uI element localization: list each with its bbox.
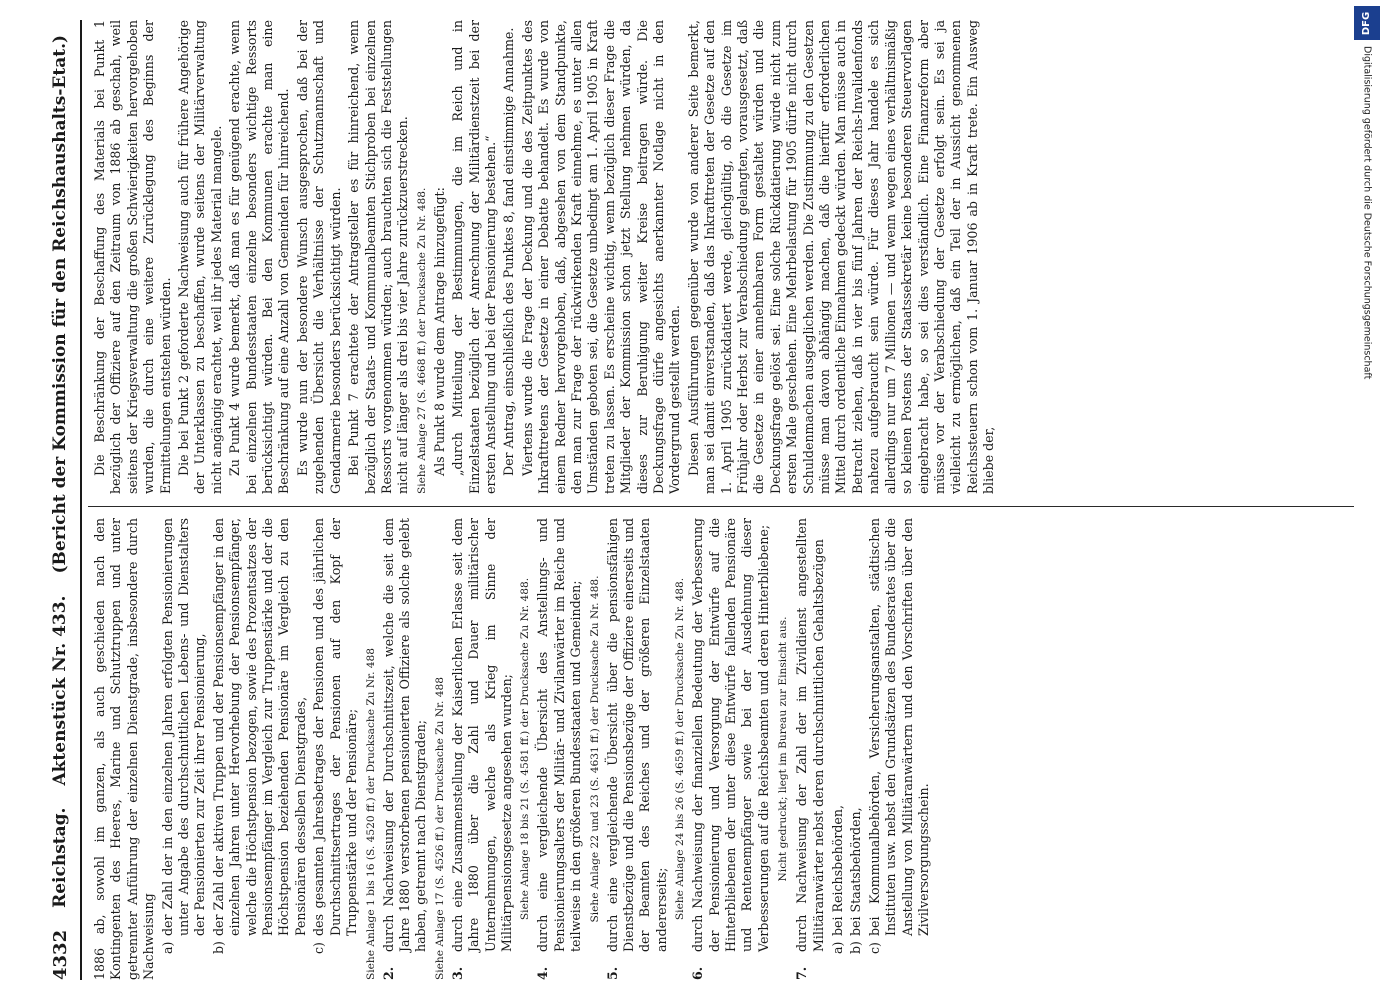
list-item xyxy=(605,518,671,980)
list-item xyxy=(381,518,430,980)
paragraph: Die Beschränkung der Beschaffung des Materials bei Punkt 1 bezüglich der Offiziere auf den Zeitraum von 1886 ab geschah, weil seitens der Kriegsverwaltung die großen Schwierigkeiten hervorgehoben wurden, die durch eine weitere Zurücklegung des Beginns der Ermittelungen entstehen würden. xyxy=(92,20,173,494)
item-number: 4. xyxy=(535,966,551,980)
reference-note: Siehe Anlage 22 und 23 (S. 4631 ff.) der Drucksache Zu Nr. 488. xyxy=(588,575,601,923)
quoted-amendment: „durch Mitteilung der Bestimmungen, die im Reich und in Einzelstaaten bezüglich der Anrechnung der Militärdienstzeit bei der ersten Anstellung und bei der Pensionierung bestehen.“ xyxy=(450,20,498,494)
item-marker: b) xyxy=(210,941,226,954)
journal-name: Reichstag. xyxy=(50,807,70,908)
list-item xyxy=(450,518,516,980)
list-item xyxy=(535,518,584,980)
paragraph: Zu Punkt 4 wurde bemerkt, daß man es für genügend erachte, wenn bei einzelnen Bundesstaaten einzelne besonders wichtige Ressorts berücksichtigt würden. Bei den Kommunen erachte man eine Beschränkung auf eine Anzahl von Gemeinden für hinreichend. xyxy=(227,20,292,494)
document-label: Aktenstück Nr. 433. xyxy=(50,595,70,786)
item-marker: a) xyxy=(830,941,846,954)
digitization-sidebar xyxy=(1352,0,1383,1000)
item-number: 2. xyxy=(380,966,396,980)
item-number: 6. xyxy=(690,966,706,980)
list-item xyxy=(160,518,209,980)
list-item xyxy=(848,518,864,980)
paragraph: Die bei Punkt 2 geforderte Nachweisung auch für frühere Angehörige der Unterklassen zu beschaffen, wurde seitens der Militärverwaltung nicht angängig erachtet, weil ihr jedes Material mangele. xyxy=(176,20,224,494)
item-number: 3. xyxy=(449,966,465,980)
paragraph: Es wurde nun der besondere Wunsch ausgesprochen, daß bei der zugehenden Übersicht die Verhältnisse der Schutzmannschaft und Gendarmerie besonders berücksichtigt würden. xyxy=(294,20,343,494)
paragraph: Bei Punkt 7 erachtete der Antragsteller es für hinreichend, wenn bezüglich der Staats- und Kommunalbeamten Stichproben bei einzelnen Ressorts vorgenommen würden; auch brauchten sich die Feststellungen nicht auf länger als drei bis vier Jahre zurückzuerstrecken. xyxy=(346,20,411,494)
item-marker: c) xyxy=(311,942,327,954)
reference-note: Siehe Anlage 1 bis 16 (S. 4520 ff.) der Drucksache Zu Nr. 488 xyxy=(364,647,377,980)
list-item xyxy=(690,518,772,980)
item-text: durch eine Zusammenstellung der Kaiserlichen Erlasse seit dem Jahre 1880 über die Zahl und Dauer militärischer Unternehmungen, welche als Krieg im Sinne der Militärpensionsgesetze angesehen wurden; xyxy=(449,518,514,952)
item-text: durch eine vergleichende Übersicht über die pensionsfähigen Dienstbezüge und die Pensionsbezüge der Offiziere einerseits und der Beamten des Reiches und der größeren Einzelstaaten andererseits; xyxy=(604,518,669,952)
reference-note: Siehe Anlage 24 bis 26 (S. 4659 ff.) der Drucksache Zu Nr. 488. xyxy=(674,577,687,921)
paragraph: Viertens wurde die Frage der Deckung und die des Zeitpunktes des Inkrafttretens der Gesetze in einer Debatte behandelt. Es wurde von einem Redner hervorgehoben, daß, abgesehen von dem Standpunkte, den man zur Frage der rückwirkenden Kraft einnehme, es unter allen Umständen geboten sei, die Gesetze unbedingt am 1. April 1905 in Kraft treten zu lassen. Es erscheine wichtig, wenn bezüglich dieser Frage die Mitglieder der Kommission schon jetzt Stellung nehmen würden, da dieses zur Beruhigung weiter Kreise beitragen würde. Die Deckungsfrage dürfe angesichts anerkannter Notlage nicht in den Vordergrund gestellt werden. xyxy=(519,20,683,494)
not-printed-note: Nicht gedruckt; liegt im Bureau zur Einsicht aus. xyxy=(777,616,790,882)
paragraph: Der Antrag, einschließlich des Punktes 8, fand einstimmige Annahme. xyxy=(501,27,517,476)
right-column xyxy=(92,20,1354,494)
item-text: der Zahl der aktiven Truppen und der Pensionsempfänger in den einzelnen Jahren unter Hervorhebung der Pensionsempfänger, welche die Höchstpension bezogen, sowie des Prozentsatzes der Pensionsempfänger im Vergleich zur Truppenstärke und der die Höchstpension beziehenden Pensionäre im Vergleich zu den Pensionären desselben Dienstgrades, xyxy=(210,518,308,936)
item-number: 5. xyxy=(604,966,620,980)
item-text: des gesamten Jahresbetrages der Pensionen und des jährlichen Durchschnittsertrages der Pensionen auf den Kopf der Truppenstärke und der Pensionäre; xyxy=(311,518,360,936)
item-text: durch Nachweisung der finanziellen Bedeutung der Verbesserung der Pensionierung und Versorgung der Entwürfe auf die Hinterbliebenen der unter diese Entwürfe fallenden Pensionäre und Rentenempfänger sowie bei der Ausdehnung dieser Verbesserungen auf die Reichsbeamten und deren Hinterbliebene; xyxy=(690,518,771,952)
column-divider xyxy=(88,506,1354,507)
reference-note: Siehe Anlage 17 (S. 4526 ff.) der Drucksache Zu Nr. 488 xyxy=(433,677,446,980)
digitization-note: Digitalisierung gefördert durch die Deutsche Forschungsgemeinschaft xyxy=(1361,46,1373,380)
dfg-logo: DFG xyxy=(1354,6,1380,40)
reference-note: Siehe Anlage 18 bis 21 (S. 4581 ff.) der Drucksache Zu Nr. 488. xyxy=(519,577,532,921)
item-marker: c) xyxy=(866,942,882,954)
item-number: 7. xyxy=(794,966,810,980)
reference-note: Siehe Anlage 27 (S. 4668 ff.) der Drucksache Zu Nr. 488. xyxy=(415,187,428,494)
list-item xyxy=(794,518,827,980)
item-text: durch eine vergleichende Übersicht des Anstellungs- und Pensionierungsalters der Militär- und Zivilanwärter im Reiche und teilweise in den größeren Bundesstaaten und Gemeinden; xyxy=(535,518,584,952)
item-text: bei Reichsbehörden, xyxy=(830,805,846,936)
left-column xyxy=(92,518,1354,980)
paragraph: Als Punkt 8 wurde dem Antrage hinzugefügt: xyxy=(431,187,447,476)
document-title: (Bericht der Kommission für den Reichshaushalts-Etat.) xyxy=(50,34,70,574)
intro-paragraph: 1886 ab, sowohl im ganzen, als auch geschieden nach den Kontingenten des Heeres, Marine und Schutztruppen und unter getrennter Anführung der einzelnen Dienstgrade, insbesondere durch Nachweisung xyxy=(92,518,157,980)
paragraph: Diesen Ausführungen gegenüber wurde von anderer Seite bemerkt, man sei damit einverstanden, daß das Inkrafttreten der Gesetze auf den 1. April 1905 zurückdatiert werde, gleichgültig, ob die Gesetze im Frühjahr oder Herbst zur Verabschiedung gelangten, vorausgesetzt, daß die Gesetze in einer annehmbaren Form gestaltet würden und die Deckungsfrage gelöst sei. Eine solche Rückdatierung würde nicht zum ersten Male geschehen. Eine Mehrbelastung für 1905 dürfe nicht durch Schuldenmachen ausgeglichen werden. Die Zustimmung zu den Gesetzen müsse man davon abhängig machen, daß die hierfür erforderlichen Mittel durch ordentliche Einnahmen gedeckt würden. Man müsse auch in Betracht ziehen, daß in vier bis fünf Jahren der Reichs-Invalidenfonds nahezu aufgebraucht sein würde. Für dieses Jahr handele es sich allerdings nur um 7 Millionen — und wenn wegen eines verhältnismäßig so kleinen Postens der Staatssekretär keine besonderen Steuervorlagen eingebracht habe, so sei dies verständlich. Eine Finanzreform aber müsse vor der Verabschiedung der Gesetze erfolgt sein. Es sei ja vielleicht zu ermöglichen, daß ein Teil der in Aussicht genommenen Reichssteuern schon vom 1. Januar 1906 ab in Kraft trete. Ein Ausweg bliebe der, xyxy=(685,20,997,494)
list-item xyxy=(830,518,846,980)
list-item xyxy=(867,518,933,980)
item-marker: a) xyxy=(159,941,175,954)
item-text: der Zahl der in den einzelnen Jahren erfolgten Pensionierungen unter Angabe des durchschnittlichen Lebens- und Dienstalters der Pensionierten zur Zeit ihrer Pensionierung, xyxy=(159,518,208,936)
item-marker: b) xyxy=(848,941,864,954)
page-number: 4332 xyxy=(49,929,71,980)
page-header xyxy=(40,20,82,980)
document-page xyxy=(40,20,1360,980)
list-item xyxy=(311,518,360,980)
item-text: durch Nachweisung der Zahl der im Zivildienst angestellten Militäranwärter nebst deren durchschnittlichen Gehaltsbezügen xyxy=(794,518,826,952)
list-item xyxy=(211,518,309,980)
item-text: bei Kommunalbehörden, Versicherungsanstalten, städtischen Instituten usw. nebst den Grundsätzen des Bundesrates über die Anstellung von Militäranwärtern und den Vorschriften über den Zivilversorgungsschein. xyxy=(866,518,932,936)
item-text: durch Nachweisung der Durchschnittszeit, welche die seit dem Jahre 1880 verstorbenen pensionierten Offiziere als solche gelebt haben, getrennt nach Dienstgraden; xyxy=(380,518,429,952)
item-text: bei Staatsbehörden, xyxy=(848,807,864,936)
